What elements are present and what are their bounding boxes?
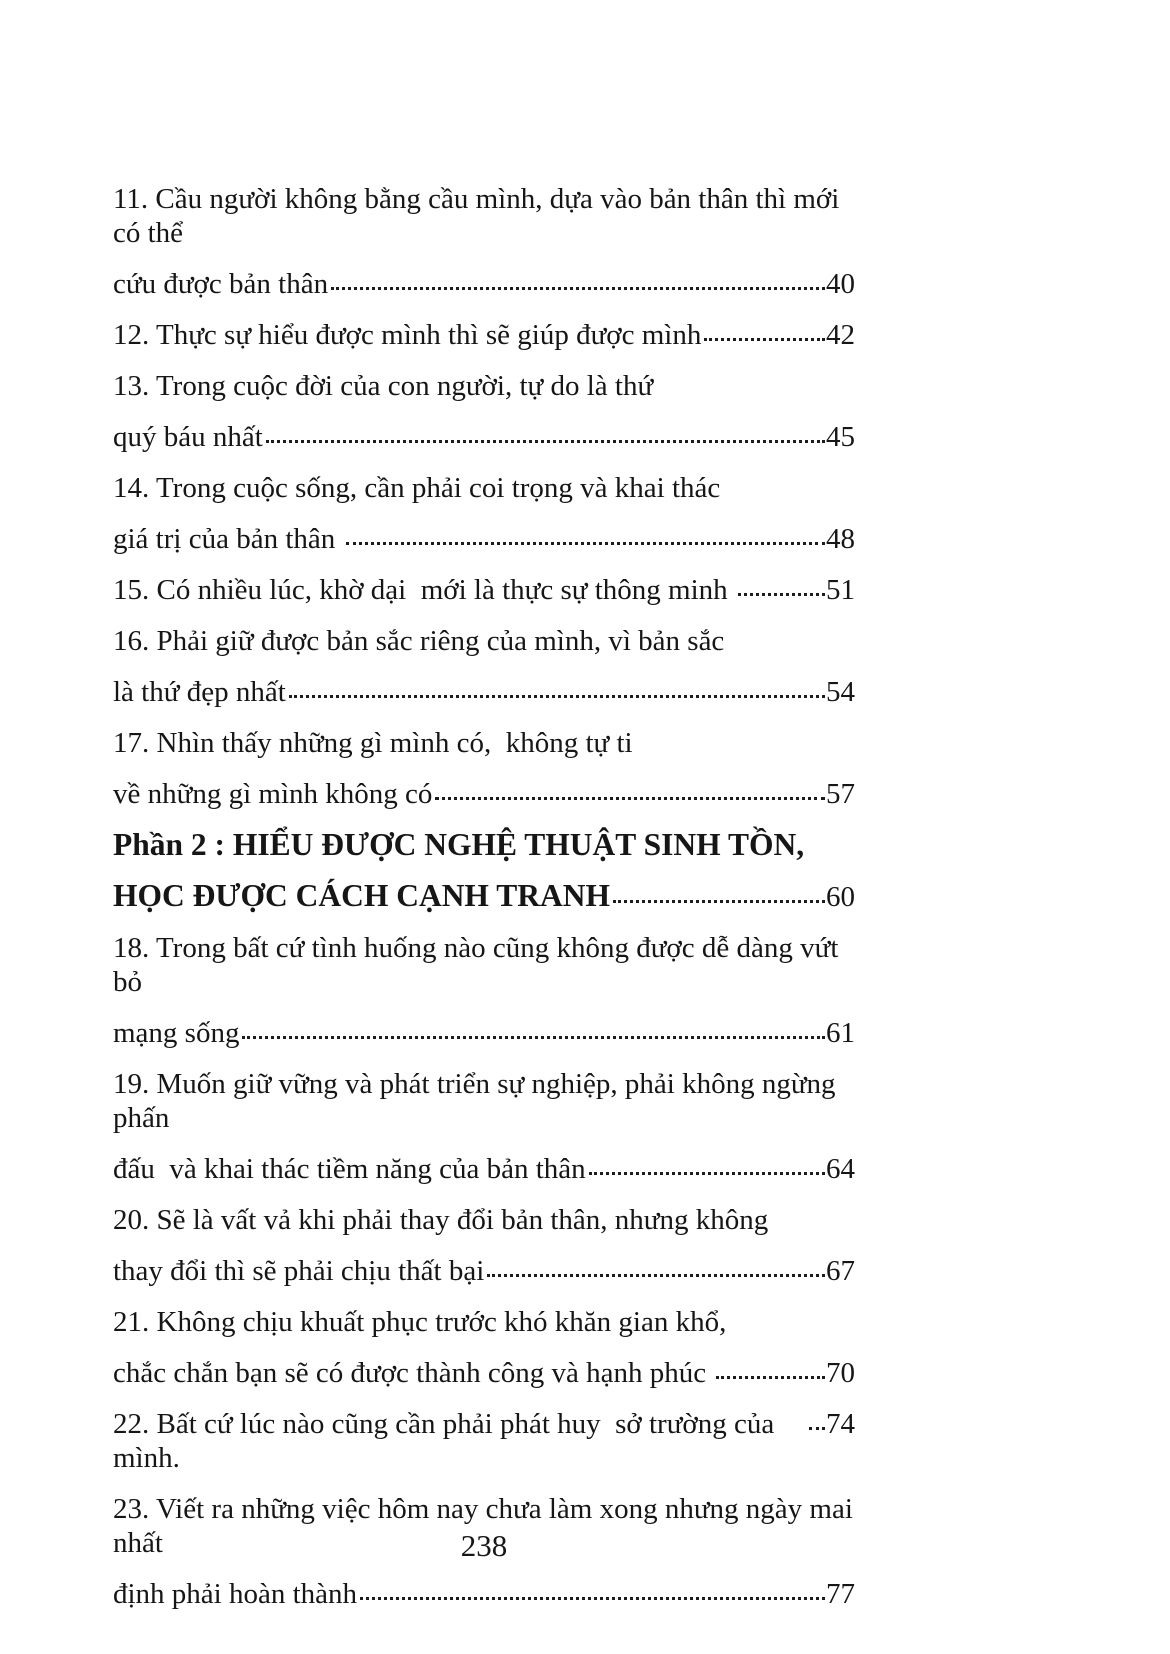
toc-entry-text: 17. Nhìn thấy những gì mình có, không tự ti (113, 727, 633, 759)
toc-page-number: 48 (826, 523, 855, 555)
toc-page-number: 61 (826, 1017, 855, 1049)
toc-line (113, 624, 855, 658)
toc-entry-text: 19. Muốn giữ vững và phát triển sự nghiệp, phải không ngừng phấn (113, 1068, 843, 1134)
toc-entry-text: 18. Trong bất cứ tình huống nào cũng không được dễ dàng vứt bỏ (113, 932, 846, 998)
toc-line (113, 522, 855, 556)
toc-entry-text: 12. Thực sự hiểu được mình thì sẽ giúp được mình (113, 319, 702, 351)
toc-line (113, 1407, 855, 1475)
toc-page-number: 45 (826, 421, 855, 453)
dot-leader (435, 797, 825, 800)
toc-line (113, 675, 855, 709)
dot-leader (242, 1036, 825, 1039)
toc-entry-text: đấu và khai thác tiềm năng của bản thân (113, 1153, 586, 1185)
dot-leader (809, 1427, 825, 1430)
toc-entry-text: là thứ đẹp nhất (113, 676, 286, 708)
dot-leader (266, 440, 825, 443)
toc-line (113, 931, 855, 999)
toc-page-number: 70 (826, 1357, 855, 1389)
dot-leader (589, 1172, 825, 1175)
toc-line (113, 420, 855, 454)
dot-leader (331, 287, 825, 290)
toc-entry-text: mạng sống (113, 1017, 240, 1049)
toc-entry-text: thay đổi thì sẽ phải chịu thất bại (113, 1255, 485, 1287)
toc-entry-text: quý báu nhất (113, 421, 263, 453)
toc-page-number: 74 (826, 1408, 855, 1440)
toc-line (113, 777, 855, 811)
toc-entry-text: chắc chắn bạn sẽ có được thành công và hạnh phúc (113, 1357, 714, 1389)
toc-page-number: 40 (826, 268, 855, 300)
toc-page-number: 51 (826, 574, 855, 606)
toc-line (113, 1356, 855, 1390)
toc-entry-text: 11. Cầu người không bằng cầu mình, dựa vào bản thân thì mới có thể (113, 183, 847, 249)
table-of-contents (113, 182, 868, 1628)
toc-entry-text: 20. Sẽ là vất vả khi phải thay đổi bản thân, nhưng không (113, 1204, 769, 1236)
toc-page-number: 60 (826, 881, 855, 913)
dot-leader (289, 695, 825, 698)
toc-line (113, 1254, 855, 1288)
toc-entry-text: 13. Trong cuộc đời của con người, tự do là thứ (113, 370, 654, 402)
toc-line (113, 1152, 855, 1186)
dot-leader (716, 1376, 825, 1379)
toc-entry-text: 23. Viết ra những việc hôm nay chưa làm xong nhưng ngày mai nhất (113, 1493, 868, 1559)
part-heading-line (113, 879, 855, 914)
toc-line (113, 471, 855, 505)
toc-line (113, 318, 855, 352)
toc-line (113, 267, 855, 301)
toc-line (113, 1577, 855, 1611)
dot-leader (738, 593, 825, 596)
toc-page-number: 67 (826, 1255, 855, 1287)
toc-line (113, 182, 855, 250)
dot-leader (613, 900, 825, 903)
part-heading-text: Phần 2 : HIỂU ĐƯỢC NGHỆ THUẬT SINH TỒN, (113, 827, 805, 862)
part-heading-line (113, 828, 855, 862)
toc-entry-text: về những gì mình không có (113, 778, 433, 810)
toc-page-number: 64 (826, 1153, 855, 1185)
toc-line (113, 726, 855, 760)
toc-line (113, 1305, 855, 1339)
dot-leader (487, 1274, 825, 1277)
toc-line (113, 573, 855, 607)
dot-leader (346, 542, 826, 545)
toc-entry-text: 22. Bất cứ lúc nào cũng cần phải phát huy sở trường của mình. (113, 1408, 782, 1474)
toc-entry-text: 16. Phải giữ được bản sắc riêng của mình, vì bản sắc (113, 625, 725, 657)
dot-leader (360, 1597, 825, 1600)
toc-line (113, 1067, 855, 1135)
toc-entry-text: 21. Không chịu khuất phục trước khó khăn gian khổ, (113, 1306, 727, 1338)
part-heading-text: HỌC ĐƯỢC CÁCH CẠNH TRANH (113, 878, 611, 913)
dot-leader (704, 338, 825, 341)
toc-entry-text: cứu được bản thân (113, 268, 329, 300)
toc-page-number: 54 (826, 676, 855, 708)
toc-page-number: 57 (826, 778, 855, 810)
toc-page-number: 42 (826, 319, 855, 351)
toc-line (113, 1016, 855, 1050)
toc-entry-text: giá trị của bản thân (113, 523, 343, 555)
toc-line (113, 1203, 855, 1237)
page-number-footer: 238 (460, 1528, 508, 1563)
toc-entry-text: 14. Trong cuộc sống, cần phải coi trọng và khai thác (113, 472, 721, 504)
toc-line (113, 369, 855, 403)
toc-entry-text: 15. Có nhiều lúc, khờ dại mới là thực sự thông minh (113, 574, 735, 606)
toc-page-number: 77 (826, 1578, 855, 1610)
toc-entry-text: định phải hoàn thành (113, 1578, 358, 1610)
